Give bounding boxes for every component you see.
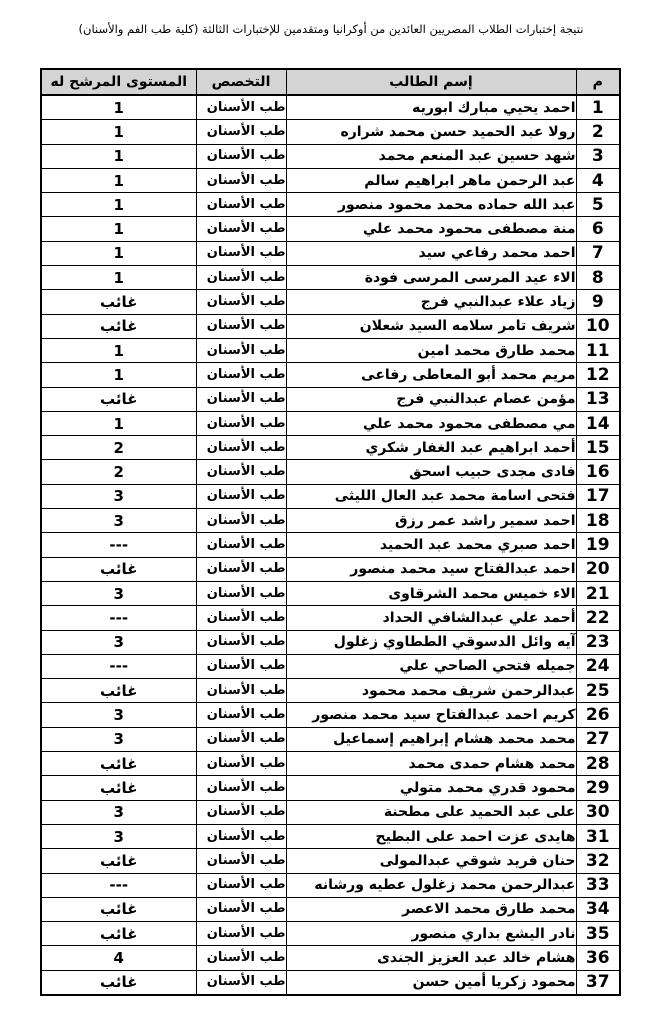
specialty: طب الأسنان [196, 217, 286, 241]
row-number: 5 [576, 193, 620, 217]
specialty: طب الأسنان [196, 654, 286, 678]
student-name: محمد طارق محمد الاعصر [286, 897, 576, 921]
specialty: طب الأسنان [196, 849, 286, 873]
row-number: 29 [576, 776, 620, 800]
student-name: حنان فريد شوقي عبدالمولى [286, 849, 576, 873]
row-number: 23 [576, 630, 620, 654]
candidate-level: غائب [41, 897, 196, 921]
table-row [41, 241, 620, 265]
specialty: طب الأسنان [196, 241, 286, 265]
candidate-level: --- [41, 654, 196, 678]
specialty: طب الأسنان [196, 95, 286, 120]
specialty: طب الأسنان [196, 946, 286, 970]
specialty: طب الأسنان [196, 630, 286, 654]
table-row [41, 460, 620, 484]
row-number: 22 [576, 606, 620, 630]
candidate-level: غائب [41, 776, 196, 800]
table-row [41, 338, 620, 362]
row-number: 11 [576, 338, 620, 362]
row-number: 18 [576, 509, 620, 533]
student-name: رولا عبد الحميد حسن محمد شراره [286, 120, 576, 144]
table-row [41, 411, 620, 435]
student-name: زياد علاء عبدالنبي فرج [286, 290, 576, 314]
candidate-level: 4 [41, 946, 196, 970]
table-row [41, 752, 620, 776]
student-name: الاء عيد المرسى المرسى فودة [286, 266, 576, 290]
candidate-level: 1 [41, 266, 196, 290]
table-row [41, 581, 620, 605]
candidate-level: غائب [41, 922, 196, 946]
candidate-level: 3 [41, 727, 196, 751]
header-level: المستوى المرشح له [41, 69, 196, 95]
table-row [41, 824, 620, 848]
table-row [41, 290, 620, 314]
table-row [41, 193, 620, 217]
student-name: احمد عبدالفتاح سيد محمد منصور [286, 557, 576, 581]
specialty: طب الأسنان [196, 363, 286, 387]
row-number: 27 [576, 727, 620, 751]
candidate-level: 3 [41, 824, 196, 848]
student-name: فتحى اسامة محمد عبد العال الليثى [286, 484, 576, 508]
table-row [41, 144, 620, 168]
candidate-level: 3 [41, 509, 196, 533]
specialty: طب الأسنان [196, 290, 286, 314]
specialty: طب الأسنان [196, 460, 286, 484]
specialty: طب الأسنان [196, 144, 286, 168]
row-number: 28 [576, 752, 620, 776]
header-student-name: إسم الطالب [286, 69, 576, 95]
specialty: طب الأسنان [196, 679, 286, 703]
candidate-level: 1 [41, 411, 196, 435]
candidate-level: 2 [41, 460, 196, 484]
row-number: 14 [576, 411, 620, 435]
specialty: طب الأسنان [196, 120, 286, 144]
candidate-level: 3 [41, 800, 196, 824]
row-number: 16 [576, 460, 620, 484]
student-name: عبدالرحمن شريف محمد محمود [286, 679, 576, 703]
student-name: محمد هشام حمدى محمد [286, 752, 576, 776]
student-name: محمود قدري محمد متولي [286, 776, 576, 800]
student-name: مريم محمد أبو المعاطى رفاعى [286, 363, 576, 387]
student-name: منة مصطفى محمود محمد علي [286, 217, 576, 241]
candidate-level: 1 [41, 95, 196, 120]
specialty: طب الأسنان [196, 436, 286, 460]
candidate-level: 1 [41, 168, 196, 192]
specialty: طب الأسنان [196, 411, 286, 435]
student-name: كريم احمد عبدالفتاح سيد محمد منصور [286, 703, 576, 727]
table-row [41, 557, 620, 581]
table-row [41, 509, 620, 533]
specialty: طب الأسنان [196, 776, 286, 800]
candidate-level: 2 [41, 436, 196, 460]
student-name: احمد سمير راشد عمر رزق [286, 509, 576, 533]
row-number: 31 [576, 824, 620, 848]
row-number: 2 [576, 120, 620, 144]
table-row [41, 266, 620, 290]
table-row [41, 776, 620, 800]
student-name: احمد صبري محمد عبد الحميد [286, 533, 576, 557]
table-row [41, 727, 620, 751]
row-number: 4 [576, 168, 620, 192]
row-number: 10 [576, 314, 620, 338]
row-number: 17 [576, 484, 620, 508]
specialty: طب الأسنان [196, 533, 286, 557]
candidate-level: غائب [41, 752, 196, 776]
table-row [41, 946, 620, 970]
table-row [41, 387, 620, 411]
row-number: 13 [576, 387, 620, 411]
student-name: أحمد علي عبدالشافي الحداد [286, 606, 576, 630]
table-row [41, 168, 620, 192]
row-number: 1 [576, 95, 620, 120]
candidate-level: 1 [41, 120, 196, 144]
specialty: طب الأسنان [196, 922, 286, 946]
student-name: فادى مجدى حبيب اسحق [286, 460, 576, 484]
specialty: طب الأسنان [196, 387, 286, 411]
candidate-level: غائب [41, 314, 196, 338]
row-number: 20 [576, 557, 620, 581]
row-number: 19 [576, 533, 620, 557]
specialty: طب الأسنان [196, 727, 286, 751]
candidate-level: 1 [41, 193, 196, 217]
student-name: على عبد الحميد على مطحنة [286, 800, 576, 824]
header-specialty: التخصص [196, 69, 286, 95]
results-table [40, 68, 621, 996]
student-name: عبد الله حماده محمد محمود منصور [286, 193, 576, 217]
row-number: 7 [576, 241, 620, 265]
student-name: الاء خميس محمد الشرقاوى [286, 581, 576, 605]
student-name: هشام خالد عبد العزيز الجندى [286, 946, 576, 970]
student-name: محمود زكريا أمين حسن [286, 970, 576, 995]
candidate-level: 1 [41, 217, 196, 241]
candidate-level: 1 [41, 144, 196, 168]
candidate-level: --- [41, 606, 196, 630]
specialty: طب الأسنان [196, 873, 286, 897]
specialty: طب الأسنان [196, 752, 286, 776]
student-name: محمد محمد هشام إبراهيم إسماعيل [286, 727, 576, 751]
candidate-level: 1 [41, 338, 196, 362]
candidate-level: --- [41, 533, 196, 557]
table-row [41, 800, 620, 824]
table-row [41, 703, 620, 727]
specialty: طب الأسنان [196, 314, 286, 338]
table-row [41, 314, 620, 338]
specialty: طب الأسنان [196, 266, 286, 290]
specialty: طب الأسنان [196, 970, 286, 995]
specialty: طب الأسنان [196, 509, 286, 533]
specialty: طب الأسنان [196, 606, 286, 630]
row-number: 12 [576, 363, 620, 387]
specialty: طب الأسنان [196, 193, 286, 217]
student-name: أحمد ابراهيم عبد الغفار شكري [286, 436, 576, 460]
row-number: 9 [576, 290, 620, 314]
student-name: احمد محمد رفاعي سيد [286, 241, 576, 265]
student-name: عبدالرحمن محمد زغلول عطيه ورشانه [286, 873, 576, 897]
candidate-level: غائب [41, 290, 196, 314]
specialty: طب الأسنان [196, 168, 286, 192]
candidate-level: 1 [41, 241, 196, 265]
student-name: جميله فتحي الصاحي علي [286, 654, 576, 678]
row-number: 26 [576, 703, 620, 727]
table-row [41, 120, 620, 144]
specialty: طب الأسنان [196, 800, 286, 824]
table-row [41, 970, 620, 995]
candidate-level: 3 [41, 484, 196, 508]
specialty: طب الأسنان [196, 824, 286, 848]
candidate-level: غائب [41, 557, 196, 581]
row-number: 32 [576, 849, 620, 873]
table-row [41, 436, 620, 460]
student-name: مي مصطفى محمود محمد علي [286, 411, 576, 435]
student-name: نادر اليشع بداري منصور [286, 922, 576, 946]
row-number: 21 [576, 581, 620, 605]
specialty: طب الأسنان [196, 338, 286, 362]
specialty: طب الأسنان [196, 484, 286, 508]
table-header-row [41, 69, 620, 95]
row-number: 35 [576, 922, 620, 946]
header-number: م [576, 69, 620, 95]
student-name: مؤمن عصام عبدالنبي فرج [286, 387, 576, 411]
row-number: 24 [576, 654, 620, 678]
row-number: 6 [576, 217, 620, 241]
table-row [41, 654, 620, 678]
candidate-level: غائب [41, 970, 196, 995]
student-name: عبد الرحمن ماهر ابراهيم سالم [286, 168, 576, 192]
table-row [41, 606, 620, 630]
table-row [41, 897, 620, 921]
row-number: 34 [576, 897, 620, 921]
table-row [41, 533, 620, 557]
table-row [41, 363, 620, 387]
candidate-level: --- [41, 873, 196, 897]
candidate-level: غائب [41, 387, 196, 411]
specialty: طب الأسنان [196, 557, 286, 581]
candidate-level: 1 [41, 363, 196, 387]
row-number: 3 [576, 144, 620, 168]
candidate-level: غائب [41, 679, 196, 703]
candidate-level: غائب [41, 849, 196, 873]
student-name: هايدى عزت احمد على البطيح [286, 824, 576, 848]
document-title: نتيجة إختبارات الطلاب المصريين العائدين من أوكرانيا ومتقدمين للإختبارات الثالثة (كلية طب الفم والأسنان) [78, 22, 584, 36]
table-row [41, 922, 620, 946]
student-name: شهد حسين عبد المنعم محمد [286, 144, 576, 168]
table-row [41, 484, 620, 508]
student-name: شريف تامر سلامه السيد شعلان [286, 314, 576, 338]
row-number: 25 [576, 679, 620, 703]
row-number: 30 [576, 800, 620, 824]
table-row [41, 630, 620, 654]
student-name: محمد طارق محمد امين [286, 338, 576, 362]
candidate-level: 3 [41, 581, 196, 605]
table-row [41, 95, 620, 120]
specialty: طب الأسنان [196, 703, 286, 727]
table-row [41, 679, 620, 703]
specialty: طب الأسنان [196, 897, 286, 921]
student-name: آيه وائل الدسوقي الططاوي زغلول [286, 630, 576, 654]
row-number: 36 [576, 946, 620, 970]
student-name: احمد يحيي مبارك ابوريه [286, 95, 576, 120]
row-number: 33 [576, 873, 620, 897]
row-number: 8 [576, 266, 620, 290]
candidate-level: 3 [41, 703, 196, 727]
table-row [41, 873, 620, 897]
row-number: 15 [576, 436, 620, 460]
candidate-level: 3 [41, 630, 196, 654]
table-row [41, 217, 620, 241]
table-row [41, 849, 620, 873]
specialty: طب الأسنان [196, 581, 286, 605]
row-number: 37 [576, 970, 620, 995]
table-body [41, 95, 620, 995]
